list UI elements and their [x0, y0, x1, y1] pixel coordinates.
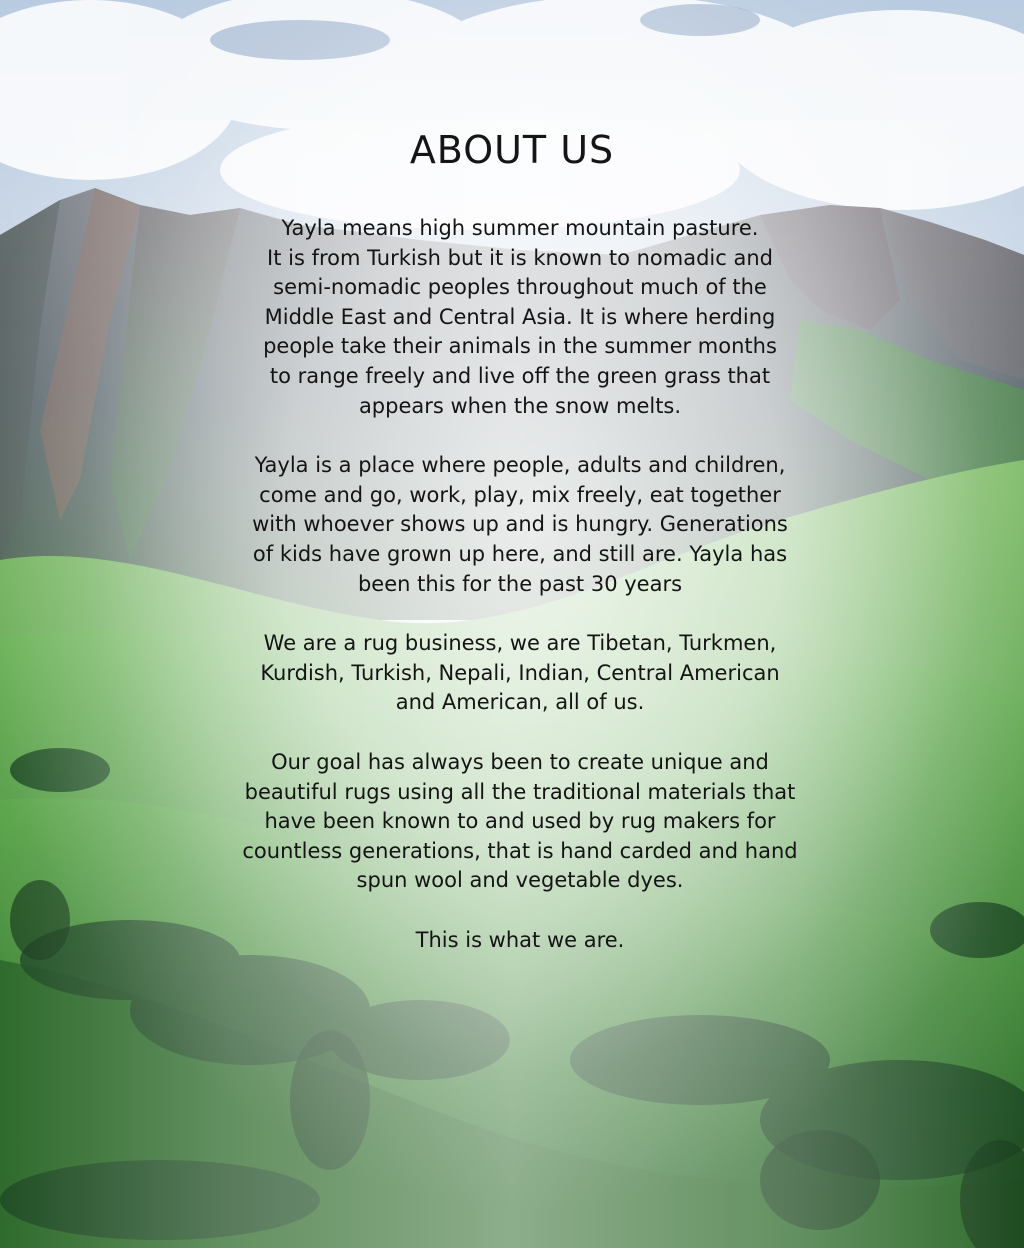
page-title: ABOUT US	[409, 128, 615, 172]
paragraph-closing: This is what we are.	[415, 927, 625, 952]
paragraph-rug-business: We are a rug business, we are Tibetan, Turkmen, Kurdish, Turkish, Nepali, Indian, Central American and American, all of us.	[260, 631, 780, 715]
paragraph-meaning-of-yayla: Yayla means high summer mountain pasture. It is from Turkish but it is known to nomadic and semi-nomadic peoples throughout much of the Middle East and Central Asia. It is where herding people take their animals in the summer months to range freely and live off the green grass that appears when the snow melts.	[263, 216, 777, 418]
paragraph-yayla-place: Yayla is a place where people, adults and children, come and go, work, play, mix freely, eat together with whoever shows up and is hungry. Generations of kids have grown up here, and still are. Yayla has been this for the past 30 years	[252, 453, 788, 596]
paragraph-our-goal: Our goal has always been to create unique and beautiful rugs using all the traditional materials that have been known to and used by rug makers for countless generations, that is hand carded and hand spun wool and vegetable dyes.	[242, 749, 798, 893]
about-us-body	[200, 214, 840, 955]
